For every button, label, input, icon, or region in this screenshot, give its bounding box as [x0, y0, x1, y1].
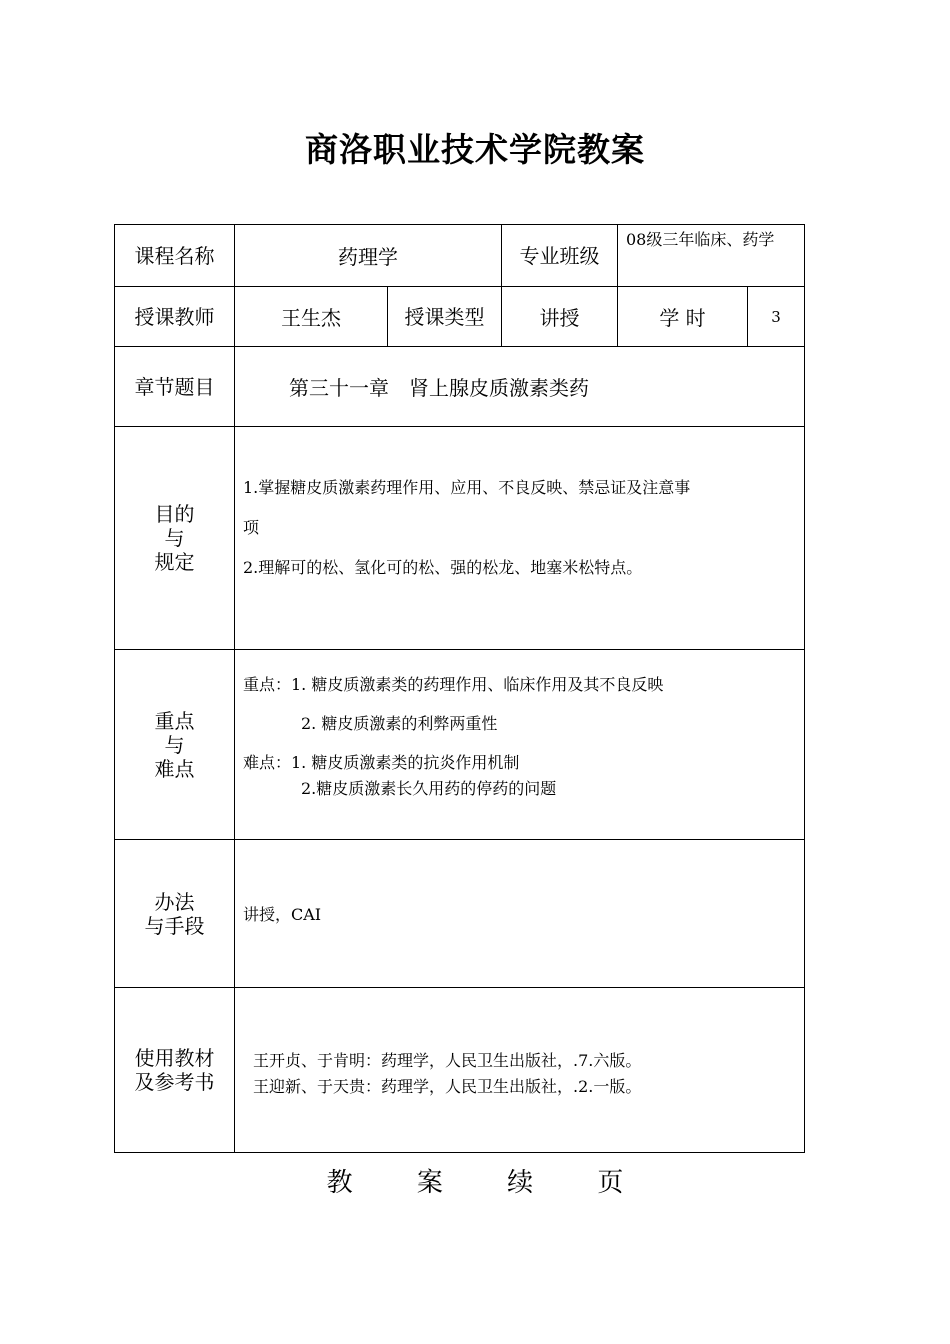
objective-line: 1.掌握糖皮质激素药理作用、应用、不良反映、禁忌证及注意事	[243, 478, 691, 497]
class-label: 专业班级	[502, 225, 618, 287]
focus-label-line: 与	[164, 732, 185, 757]
type-value: 讲授	[502, 287, 618, 347]
document-title: 商洛职业技术学院教案	[305, 130, 645, 169]
books-label-line: 使用教材	[134, 1046, 215, 1070]
method-label	[115, 840, 235, 988]
focus-content	[235, 650, 805, 840]
teacher-value: 王生杰	[235, 287, 388, 347]
row-books	[115, 988, 805, 1153]
focus-line: 重点：1. 糖皮质激素类的药理作用、临床作用及其不良反映	[243, 675, 664, 694]
focus-label-line: 重点	[154, 708, 195, 733]
type-label: 授课类型	[388, 287, 502, 347]
row-focus	[115, 650, 805, 840]
teacher-label: 授课教师	[115, 287, 235, 347]
lesson-plan-table	[114, 224, 805, 1153]
focus-line: 2. 糖皮质激素的利弊两重性	[301, 714, 498, 733]
books-label	[115, 988, 235, 1153]
objective-label-line: 目的	[154, 502, 195, 526]
books-line: 王开贞、于肯明：药理学，人民卫生出版社，.7.六版。	[253, 1051, 642, 1070]
books-label-line: 及参考书	[134, 1070, 215, 1094]
objective-line: 项	[243, 518, 260, 537]
objective-label	[115, 427, 235, 650]
books-content	[235, 988, 805, 1153]
method-label-line: 与手段	[144, 913, 205, 938]
chapter-label: 章节题目	[115, 347, 235, 427]
hours-value: 3	[748, 287, 805, 347]
row-chapter	[115, 347, 805, 427]
row-teacher	[115, 287, 805, 347]
method-label-line: 办法	[154, 889, 195, 914]
row-objective	[115, 427, 805, 650]
focus-line: 2.糖皮质激素长久用药的停药的问题	[301, 779, 557, 798]
objective-label-line: 规定	[154, 550, 195, 574]
continuation-heading: 教 案 续 页	[326, 1168, 652, 1198]
row-course	[115, 225, 805, 287]
books-line: 王迎新、于天贵：药理学，人民卫生出版社，.2.一版。	[253, 1077, 642, 1096]
objective-line: 2.理解可的松、氢化可的松、强的松龙、地塞米松特点。	[243, 558, 643, 577]
row-method	[115, 840, 805, 988]
class-value: 08级三年临床、药学	[618, 225, 805, 287]
method-content	[235, 840, 805, 988]
chapter-value: 第三十一章 肾上腺皮质激素类药	[235, 347, 805, 427]
objective-content	[235, 427, 805, 650]
method-line: 讲授，CAI	[243, 905, 322, 924]
objective-label-line: 与	[164, 526, 185, 550]
focus-label	[115, 650, 235, 840]
focus-label-line: 难点	[154, 756, 195, 781]
course-value: 药理学	[235, 225, 502, 287]
hours-label: 学 时	[618, 287, 748, 347]
course-label: 课程名称	[115, 225, 235, 287]
focus-line: 难点：1. 糖皮质激素类的抗炎作用机制	[243, 753, 520, 772]
